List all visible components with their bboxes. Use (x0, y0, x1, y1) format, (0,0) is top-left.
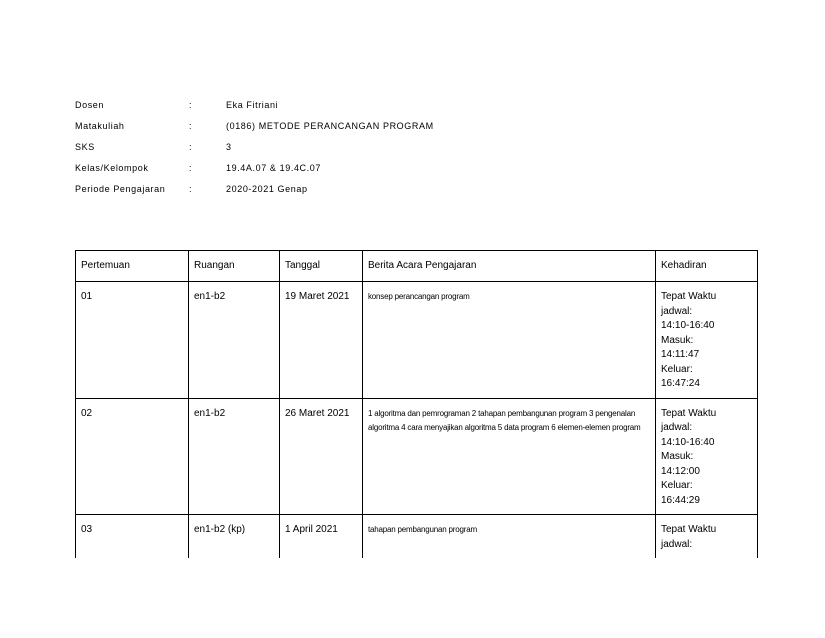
kehadiran-masuk-value: 14:12:00 (661, 465, 700, 477)
info-value: (0186) METODE PERANCANGAN PROGRAM (226, 121, 434, 131)
info-label: SKS (75, 142, 95, 152)
cell-ruangan: en1-b2 (kp) (189, 515, 280, 559)
page-bottom-margin (60, 558, 780, 638)
attendance-table (75, 250, 758, 559)
cell-tanggal: 1 April 2021 (280, 515, 363, 559)
cell-ruangan: en1-b2 (189, 398, 280, 515)
header-ruangan: Ruangan (189, 251, 280, 282)
header-berita-acara: Berita Acara Pengajaran (363, 251, 656, 282)
info-value: 2020-2021 Genap (226, 184, 308, 194)
cell-tanggal: 19 Maret 2021 (280, 282, 363, 399)
cell-berita-acara: konsep perancangan program (363, 282, 656, 399)
kehadiran-keluar-label: Keluar: (661, 363, 693, 375)
cell-berita-acara: 1 algoritma dan pemrograman 2 tahapan pembangunan program 3 pengenalan algoritma 4 cara menyajikan algoritma 5 data program 6 elemen-elemen program (363, 398, 656, 515)
kehadiran-masuk-label: Masuk: (661, 451, 694, 462)
kehadiran-keluar-value: 16:47:24 (661, 378, 700, 389)
table-header-row (76, 251, 758, 282)
info-label: Periode Pengajaran (75, 184, 166, 194)
info-colon: : (189, 121, 193, 131)
table-row (76, 282, 758, 399)
info-colon: : (189, 163, 193, 173)
kehadiran-masuk-label: Masuk: (661, 334, 694, 346)
info-value: Eka Fitriani (226, 100, 279, 110)
table-row (76, 515, 758, 559)
kehadiran-jadwal-label: jadwal: (661, 538, 693, 550)
cell-berita-acara: tahapan pembangunan program (363, 515, 656, 559)
header-kehadiran: Kehadiran (656, 251, 758, 282)
header-tanggal: Tanggal (280, 251, 363, 282)
kehadiran-jadwal-label: jadwal: (661, 305, 693, 317)
cell-kehadiran (656, 398, 758, 515)
kehadiran-status: Tepat Waktu (661, 291, 717, 302)
cell-tanggal: 26 Maret 2021 (280, 398, 363, 515)
header-pertemuan: Pertemuan (76, 251, 189, 282)
info-colon: : (189, 184, 193, 194)
cell-kehadiran (656, 282, 758, 399)
kehadiran-jadwal-value: 14:10-16:40 (661, 320, 715, 331)
info-label: Dosen (75, 100, 105, 110)
info-value: 3 (226, 142, 232, 152)
kehadiran-masuk-value: 14:11:47 (661, 349, 700, 360)
info-colon: : (189, 100, 193, 110)
kehadiran-keluar-label: Keluar: (661, 480, 693, 491)
cell-pertemuan: 03 (76, 515, 189, 559)
kehadiran-jadwal-label: jadwal: (661, 422, 693, 433)
cell-pertemuan: 02 (76, 398, 189, 515)
cell-kehadiran (656, 515, 758, 559)
info-label: Kelas/Kelompok (75, 163, 149, 173)
info-label: Matakuliah (75, 121, 125, 131)
cell-pertemuan: 01 (76, 282, 189, 399)
info-colon: : (189, 142, 193, 152)
cell-ruangan: en1-b2 (189, 282, 280, 399)
kehadiran-jadwal-value: 14:10-16:40 (661, 436, 715, 448)
kehadiran-status: Tepat Waktu (661, 524, 717, 535)
table-row (76, 398, 758, 515)
kehadiran-keluar-value: 16:44:29 (661, 494, 700, 506)
info-value: 19.4A.07 & 19.4C.07 (226, 163, 321, 173)
kehadiran-status: Tepat Waktu (661, 407, 717, 419)
